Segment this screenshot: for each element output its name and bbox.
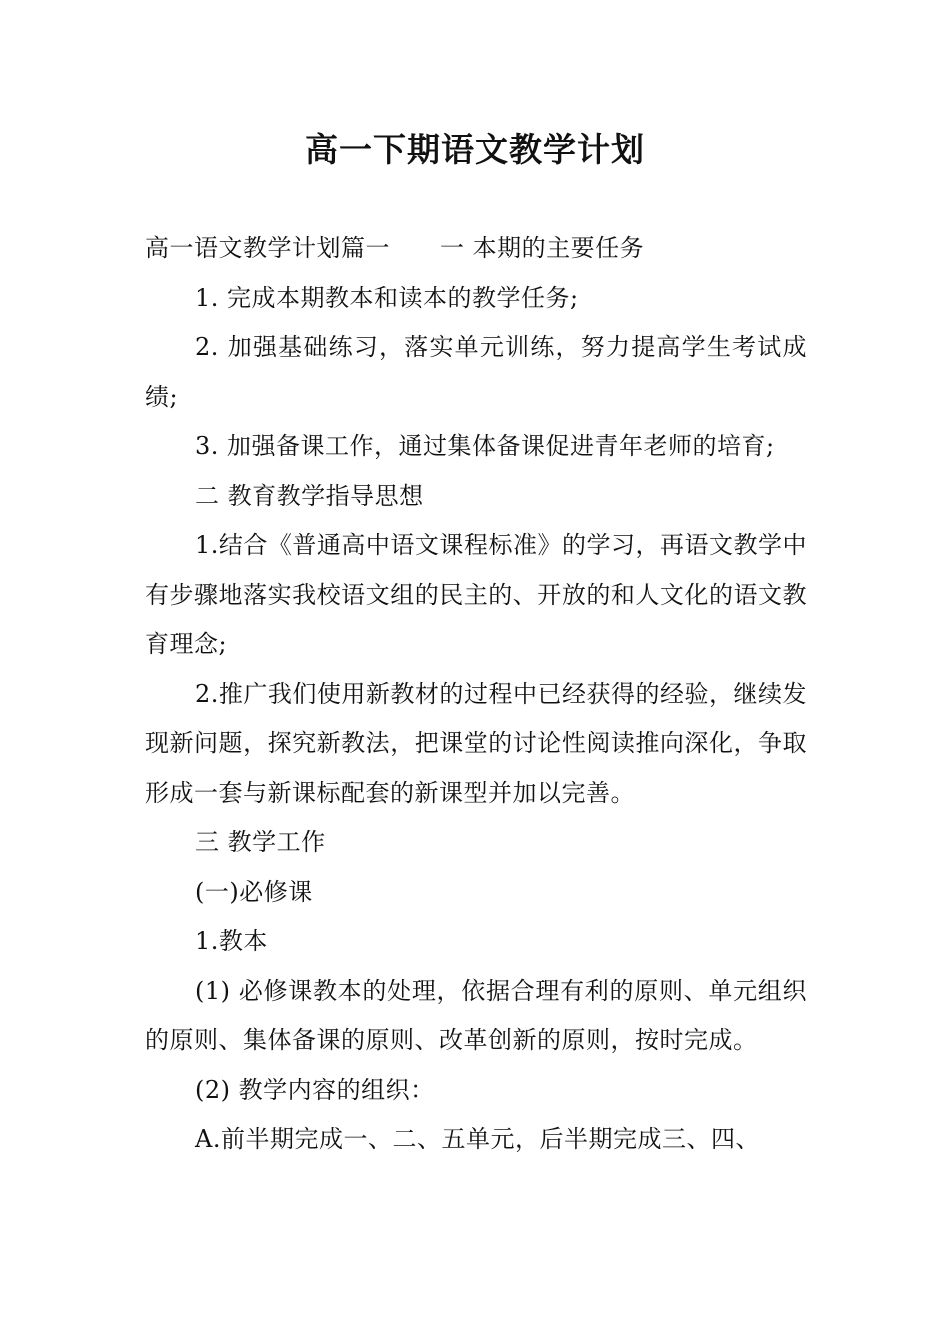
paragraph: 1.结合《普通高中语文课程标准》的学习，再语文教学中有步骤地落实我校语文组的民主的、开放的和人文化的语文教育理念; <box>145 531 807 658</box>
paragraph: (1) 必修课教本的处理，依据合理有利的原则、单元组织的原则、集体备课的原则、改革创新的原则，按时完成。 <box>145 976 807 1054</box>
paragraph: A.前半期完成一、二、五单元，后半期完成三、四、 <box>195 1125 760 1153</box>
paragraph: (2) 教学内容的组织： <box>195 1075 435 1104</box>
lead-heading: 高一语文教学计划篇一 <box>145 234 390 262</box>
paragraph: 3. 加强备课工作，通过集体备课促进青年老师的培育; <box>195 432 775 460</box>
subsection-heading: (一)必修课 <box>195 877 313 906</box>
lead-line <box>145 224 807 274</box>
paragraph: 2. 加强基础练习，落实单元训练，努力提高学生考试成绩; <box>145 333 807 411</box>
paragraph: 2.推广我们使用新教材的过程中已经获得的经验，继续发现新问题，探究新教法，把课堂的讨论性阅读推向深化，争取形成一套与新课标配套的新课型并加以完善。 <box>145 679 807 807</box>
paragraph: 1. 完成本期教本和读本的教学任务; <box>195 283 579 312</box>
document-body <box>145 224 807 1165</box>
item-heading: 1.教本 <box>195 927 268 955</box>
document-title: 高一下期语文教学计划 <box>305 130 645 169</box>
section-heading-2: 二 教育教学指导思想 <box>195 481 424 510</box>
section-heading-3: 三 教学工作 <box>195 828 326 856</box>
section-heading-1: 一 本期的主要任务 <box>440 234 645 262</box>
